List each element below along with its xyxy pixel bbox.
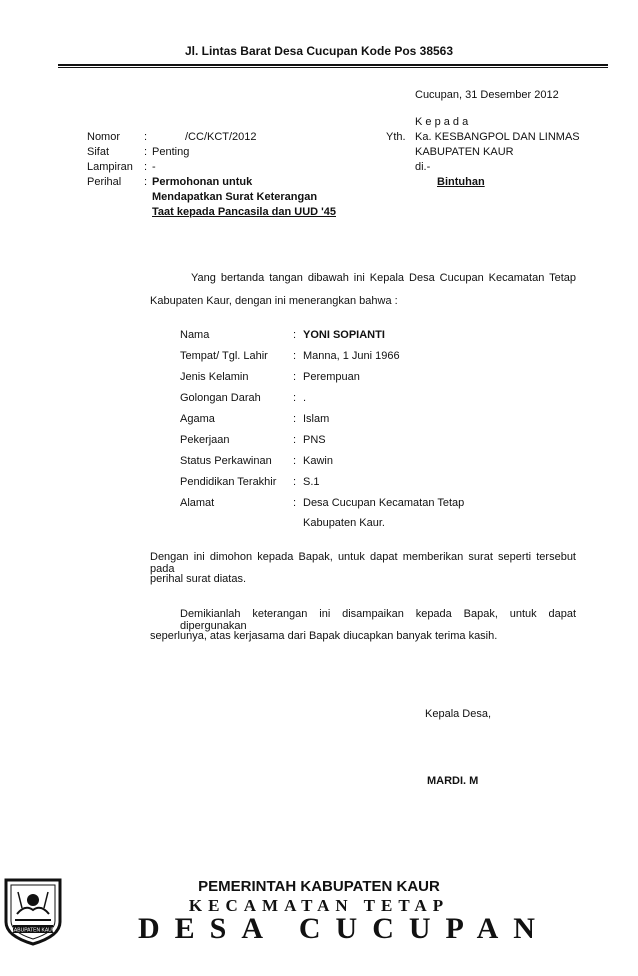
field-value-agama: Islam xyxy=(303,413,330,425)
recipient-line-2: KABUPATEN KAUR xyxy=(415,146,514,158)
field-sep-nama: : xyxy=(293,329,297,341)
meta-label-sifat: Sifat xyxy=(87,146,110,158)
meta-label-nomor: Nomor xyxy=(87,131,121,143)
field-value-status-perkawinan: Kawin xyxy=(303,455,333,467)
field-value-pekerjaan: PNS xyxy=(303,434,326,446)
field-value-golongan-darah: . xyxy=(303,392,307,404)
field-sep-pendidikan: : xyxy=(293,476,297,488)
signature-name: MARDI. M xyxy=(427,775,479,787)
para3-line-1: Demikianlah keterangan ini disampaikan kepada Bapak, untuk dapat dipergunakan xyxy=(180,608,576,632)
perihal-line-2: Mendapatkan Surat Keterangan xyxy=(152,191,318,203)
field-value-pendidikan: S.1 xyxy=(303,476,320,488)
meta-sep-perihal: : xyxy=(144,176,148,188)
field-sep-golongan-darah: : xyxy=(293,392,297,404)
intro-line-1: Yang bertanda tangan dibawah ini Kepala Desa Cucupan Kecamatan Tetap xyxy=(191,272,576,284)
para2-line-2: perihal surat diatas. xyxy=(150,573,246,585)
field-sep-alamat: : xyxy=(293,497,297,509)
letter-date: Cucupan, 31 Desember 2012 xyxy=(415,89,559,101)
meta-sep-nomor: : xyxy=(144,131,148,143)
recipient-line-1: Ka. KESBANGPOL DAN LINMAS xyxy=(415,131,580,143)
field-value-ttl: Manna, 1 Juni 1966 xyxy=(303,350,400,362)
footer-line-3: DESA CUCUPAN xyxy=(138,912,550,945)
header-rule-thin xyxy=(58,67,608,68)
header-rule-thick xyxy=(58,64,608,66)
meta-label-perihal: Perihal xyxy=(87,176,122,188)
field-sep-pekerjaan: : xyxy=(293,434,297,446)
field-value-alamat-2: Kabupaten Kaur. xyxy=(303,517,385,529)
meta-sep-sifat: : xyxy=(144,146,148,158)
field-label-status-perkawinan: Status Perkawinan xyxy=(180,455,272,467)
meta-value-perihal: Permohonan untuk xyxy=(152,176,253,188)
meta-sep-lampiran: : xyxy=(144,161,148,173)
footer-line-2: KECAMATAN TETAP xyxy=(188,896,450,915)
recipient-line-4: Bintuhan xyxy=(437,176,485,188)
meta-value-sifat: Penting xyxy=(152,146,190,158)
field-label-pendidikan: Pendidikan Terakhir xyxy=(180,476,277,488)
seal-text: KABUPATEN KAUR xyxy=(10,927,56,934)
field-value-nama: YONI SOPIANTI xyxy=(303,329,385,341)
field-sep-status-perkawinan: : xyxy=(293,455,297,467)
kepada-label: K e p a d a xyxy=(415,116,469,128)
field-sep-agama: : xyxy=(293,413,297,425)
perihal-line-3: Taat kepada Pancasila dan UUD '45 xyxy=(152,206,336,218)
para3-line-2: seperlunya, atas kerjasama dari Bapak diucapkan banyak terima kasih. xyxy=(150,630,498,642)
header-address: Jl. Lintas Barat Desa Cucupan Kode Pos 38563 xyxy=(184,44,454,58)
para2-line-1: Dengan ini dimohon kepada Bapak, untuk dapat memberikan surat seperti tersebut pada xyxy=(150,551,576,575)
field-label-ttl: Tempat/ Tgl. Lahir xyxy=(180,350,268,362)
field-label-pekerjaan: Pekerjaan xyxy=(180,434,230,446)
yth-label: Yth. xyxy=(386,131,406,143)
field-value-alamat: Desa Cucupan Kecamatan Tetap xyxy=(303,497,465,509)
recipient-line-3: di.- xyxy=(415,161,431,173)
meta-label-lampiran: Lampiran xyxy=(87,161,133,173)
signature-title: Kepala Desa, xyxy=(425,708,492,720)
field-label-jenis-kelamin: Jenis Kelamin xyxy=(180,371,249,383)
field-sep-ttl: : xyxy=(293,350,297,362)
field-value-jenis-kelamin: Perempuan xyxy=(303,371,360,383)
intro-line-2: Kabupaten Kaur, dengan ini menerangkan bahwa : xyxy=(150,295,398,307)
field-label-golongan-darah: Golongan Darah xyxy=(180,392,261,404)
field-label-nama: Nama xyxy=(180,329,210,341)
meta-value-nomor: /CC/KCT/2012 xyxy=(185,131,257,143)
meta-value-lampiran: - xyxy=(152,161,156,173)
field-sep-jenis-kelamin: : xyxy=(293,371,297,383)
field-label-agama: Agama xyxy=(180,413,215,425)
footer-line-1: PEMERINTAH KABUPATEN KAUR xyxy=(198,878,440,895)
field-label-alamat: Alamat xyxy=(180,497,215,509)
